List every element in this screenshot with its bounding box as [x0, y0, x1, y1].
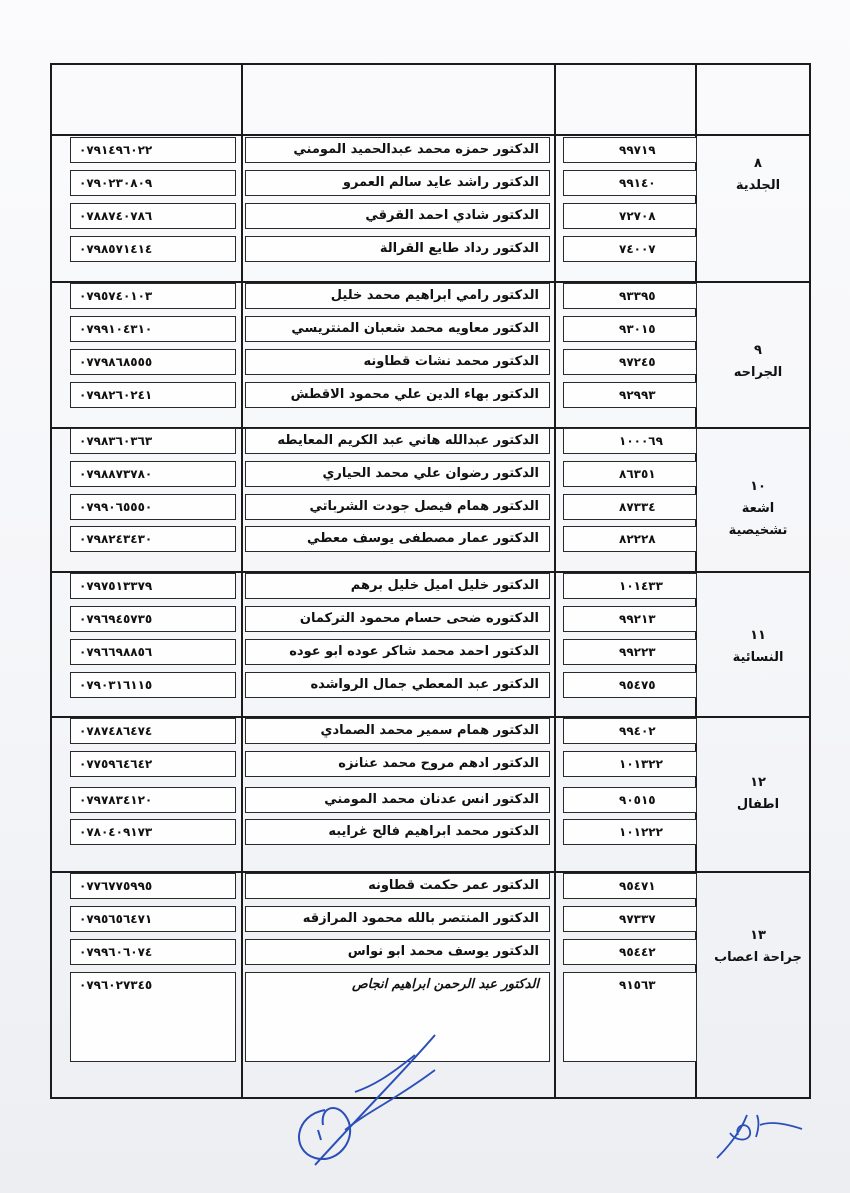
phone-cell: ٠٧٩٨٨٧٣٧٨٠ — [70, 461, 236, 487]
id-cell: ٨٧٣٣٤ — [563, 494, 697, 520]
column-divider — [241, 65, 243, 1097]
department-name: اشعة تشخيصية — [728, 501, 788, 538]
id-cell: ٩٧٢٤٥ — [563, 349, 697, 375]
doctor-name-cell: الدكتور همام سمير محمد الصمادي — [245, 718, 550, 744]
doctor-name-cell: الدكتور رامي ابراهيم محمد خليل — [245, 283, 550, 309]
department-number: ١٣ — [750, 928, 766, 943]
phone-cell: ٠٧٩٠٣١٦١١٥ — [70, 672, 236, 698]
phone-cell: ٠٧٩٨٢٦٠٢٤١ — [70, 382, 236, 408]
phone-cell: ٠٧٩١٤٩٦٠٢٢ — [70, 137, 236, 163]
phone-cell: ٠٧٩٠٢٣٠٨٠٩ — [70, 170, 236, 196]
phone-cell: ٠٧٨٧٤٨٦٤٧٤ — [70, 718, 236, 744]
phone-cell: ٠٧٩٨٥٧١٤١٤ — [70, 236, 236, 262]
id-cell: ٩١٥٦٣ — [563, 972, 697, 1062]
id-cell: ٩٠٥١٥ — [563, 787, 697, 813]
doctor-name-cell: الدكتور عبدالله هاني عبد الكريم المعايطه — [245, 428, 550, 454]
department-number: ٨ — [754, 156, 762, 171]
department-label — [707, 625, 809, 669]
doctor-name-cell: الدكتور رضوان علي محمد الحياري — [245, 461, 550, 487]
doctor-name-cell: الدكتور عبد الرحمن ابراهيم انجاص — [245, 972, 550, 1062]
id-cell: ١٠١٤٣٣ — [563, 573, 697, 599]
id-cell: ٩٧٣٣٧ — [563, 906, 697, 932]
doctor-name-cell: الدكتور همام فيصل جودت الشرباتي — [245, 494, 550, 520]
phone-cell: ٠٧٩٦٠٢٧٣٤٥ — [70, 972, 236, 1062]
id-cell: ١٠٠٠٦٩ — [563, 428, 697, 454]
doctor-name-cell: الدكتور انس عدنان محمد المومني — [245, 787, 550, 813]
header-row-divider — [52, 134, 809, 136]
department-name: الجلدية — [735, 178, 781, 193]
doctor-name-cell: الدكتور محمد ابراهيم فالح غرايبه — [245, 819, 550, 845]
phone-cell: ٠٧٩٥٦٥٦٤٧١ — [70, 906, 236, 932]
department-name: جراحة اعصاب — [714, 950, 802, 965]
doctor-name-cell: الدكتوره ضحى حسام محمود التركمان — [245, 606, 550, 632]
doctor-name-cell: الدكتور حمزه محمد عبدالحميد المومني — [245, 137, 550, 163]
phone-cell: ٠٧٩٨٢٤٣٤٣٠ — [70, 526, 236, 552]
department-name: النسائية — [732, 650, 784, 665]
phone-cell: ٠٧٨٨٧٤٠٧٨٦ — [70, 203, 236, 229]
id-cell: ١٠١٣٢٢ — [563, 751, 697, 777]
id-cell: ٩٣٠١٥ — [563, 316, 697, 342]
department-number: ١٢ — [750, 775, 766, 790]
phone-cell: ٠٧٧٦٧٧٥٩٩٥ — [70, 873, 236, 899]
phone-cell: ٠٧٩٩٦٠٦٠٧٤ — [70, 939, 236, 965]
department-label — [707, 476, 809, 542]
id-cell: ٩٩٤٠٢ — [563, 718, 697, 744]
id-cell: ٩٥٤٧١ — [563, 873, 697, 899]
phone-cell: ٠٧٩٩١٠٤٣١٠ — [70, 316, 236, 342]
doctor-name-cell: الدكتور راشد عايد سالم العمرو — [245, 170, 550, 196]
signature-mark — [285, 1030, 455, 1175]
department-name: اطفال — [736, 797, 780, 812]
id-cell: ٩٥٤٤٢ — [563, 939, 697, 965]
id-cell: ٩٩٢٢٣ — [563, 639, 697, 665]
department-name: الجراحه — [733, 365, 783, 380]
department-label — [707, 925, 809, 969]
phone-cell: ٠٧٩٧٨٣٤١٢٠ — [70, 787, 236, 813]
phone-cell: ٠٧٧٥٩٦٤٦٤٢ — [70, 751, 236, 777]
phone-cell: ٠٧٩٧٥١٣٣٧٩ — [70, 573, 236, 599]
id-cell: ٩٢٩٩٣ — [563, 382, 697, 408]
id-cell: ٩٩٧١٩ — [563, 137, 697, 163]
id-cell: ٩٩٢١٣ — [563, 606, 697, 632]
department-label — [707, 340, 809, 384]
id-cell: ٩٣٣٩٥ — [563, 283, 697, 309]
department-number: ١١ — [750, 628, 766, 643]
doctor-name-cell: الدكتور ادهم مروح محمد عنانزه — [245, 751, 550, 777]
doctor-name-cell: الدكتور عمر حكمت قطاونه — [245, 873, 550, 899]
column-divider — [554, 65, 556, 1097]
doctor-name-cell: الدكتور احمد محمد شاكر عوده ابو عوده — [245, 639, 550, 665]
doctor-name-cell: الدكتور عمار مصطفى يوسف معطي — [245, 526, 550, 552]
id-cell: ٨٢٢٢٨ — [563, 526, 697, 552]
department-label — [707, 153, 809, 197]
department-label — [707, 772, 809, 816]
doctor-name-cell: الدكتور محمد نشات قطاونه — [245, 349, 550, 375]
id-cell: ٩٩١٤٠ — [563, 170, 697, 196]
phone-cell: ٠٧٩٨٣٦٠٣٦٣ — [70, 428, 236, 454]
doctor-name-cell: الدكتور خليل اميل خليل برهم — [245, 573, 550, 599]
doctor-name-cell: الدكتور شادي احمد القرقي — [245, 203, 550, 229]
initials-mark — [712, 1103, 807, 1163]
id-cell: ٧٤٠٠٧ — [563, 236, 697, 262]
doctor-name-cell: الدكتور رداد طايع القرالة — [245, 236, 550, 262]
doctor-name-cell: الدكتور بهاء الدين علي محمود الاقطش — [245, 382, 550, 408]
department-number: ٩ — [754, 343, 762, 358]
phone-cell: ٠٧٨٠٤٠٩١٧٣ — [70, 819, 236, 845]
id-cell: ١٠١٢٢٢ — [563, 819, 697, 845]
id-cell: ٨٦٣٥١ — [563, 461, 697, 487]
department-number: ١٠ — [750, 479, 766, 494]
phone-cell: ٠٧٩٥٧٤٠١٠٣ — [70, 283, 236, 309]
doctor-name-cell: الدكتور يوسف محمد ابو نواس — [245, 939, 550, 965]
id-cell: ٩٥٤٧٥ — [563, 672, 697, 698]
doctor-name-cell: الدكتور عبد المعطي جمال الرواشده — [245, 672, 550, 698]
doctor-name-cell: الدكتور معاويه محمد شعبان المنتريسي — [245, 316, 550, 342]
phone-cell: ٠٧٧٩٨٦٨٥٥٥ — [70, 349, 236, 375]
phone-cell: ٠٧٩٦٩٤٥٧٣٥ — [70, 606, 236, 632]
phone-cell: ٠٧٩٩٠٦٥٥٥٠ — [70, 494, 236, 520]
phone-cell: ٠٧٩٦٦٩٨٨٥٦ — [70, 639, 236, 665]
id-cell: ٧٢٧٠٨ — [563, 203, 697, 229]
doctor-name-cell: الدكتور المنتصر بالله محمود المرازقه — [245, 906, 550, 932]
